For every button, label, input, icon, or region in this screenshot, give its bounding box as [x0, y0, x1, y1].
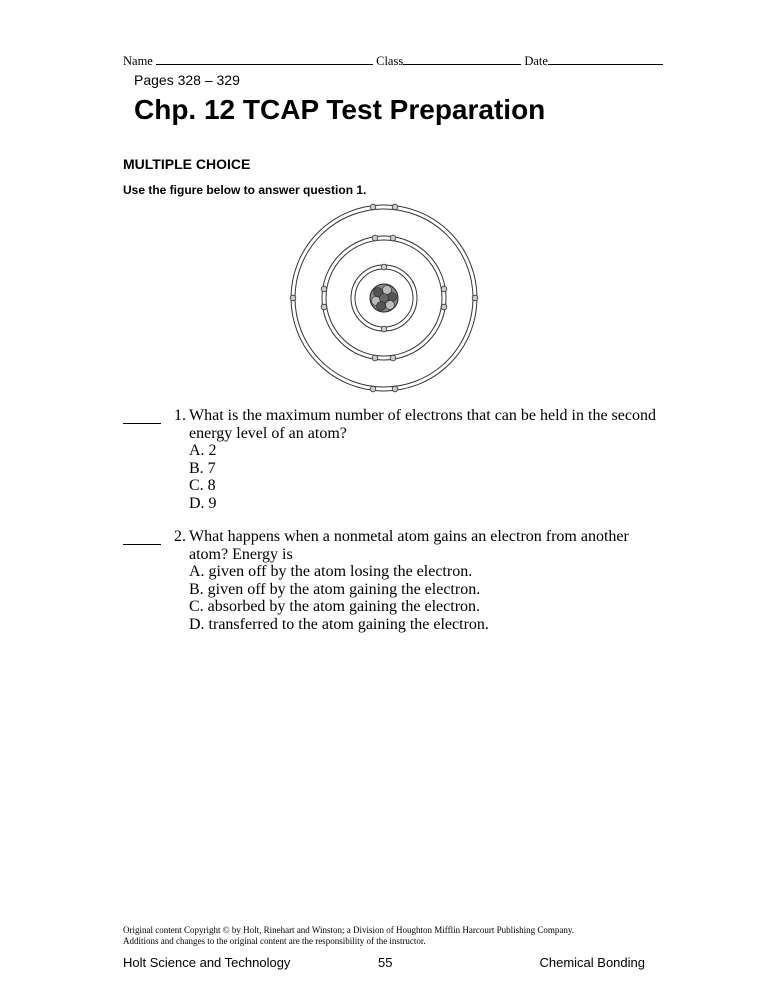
- question-number: 2.: [174, 528, 186, 545]
- electron: [381, 326, 387, 332]
- date-field[interactable]: [548, 52, 663, 65]
- electron: [321, 286, 327, 292]
- choice-a: A. given off by the atom losing the electron.: [189, 563, 473, 580]
- choice-d: D. transferred to the atom gaining the electron.: [189, 615, 489, 633]
- copyright-notice: [123, 925, 683, 947]
- question-number: 1.: [174, 407, 186, 424]
- electron: [441, 304, 447, 310]
- nucleus: [370, 284, 398, 312]
- page-title: Chp. 12 TCAP Test Preparation: [134, 94, 546, 125]
- choice-a: A. 2: [189, 442, 217, 459]
- class-field[interactable]: [403, 52, 521, 65]
- class-label: Class: [376, 54, 404, 68]
- section-heading: MULTIPLE CHOICE: [123, 156, 251, 172]
- choice-c: C. absorbed by the atom gaining the electron.: [189, 598, 481, 615]
- choice-b: B. 7: [189, 459, 216, 477]
- electron: [390, 235, 396, 241]
- footer-chapter-title: Chemical Bonding: [539, 955, 645, 970]
- question-2: [123, 528, 683, 638]
- question-body: [189, 407, 659, 512]
- date-label: Date: [524, 54, 548, 68]
- choice-b: B. given off by the atom gaining the electron.: [189, 580, 481, 598]
- answer-blank-2[interactable]: [123, 528, 161, 545]
- electron: [390, 355, 396, 361]
- choice-d: D. 9: [189, 494, 217, 512]
- atom-diagram: [284, 200, 484, 396]
- question-1: [123, 407, 683, 517]
- answer-blank-1[interactable]: [123, 407, 161, 424]
- name-field[interactable]: [156, 52, 373, 65]
- electron: [372, 235, 378, 241]
- footer-page-number: 55: [378, 955, 393, 970]
- footer-book-title: Holt Science and Technology: [123, 955, 291, 970]
- page-range: Pages 328 – 329: [134, 72, 240, 88]
- electron: [370, 204, 376, 210]
- name-label: Name: [123, 54, 153, 68]
- electron: [290, 295, 296, 301]
- electron: [372, 355, 378, 361]
- question-text: What happens when a nonmetal atom gains an electron from another atom? Energy is: [189, 528, 629, 563]
- electron: [321, 304, 327, 310]
- copyright-line-2: Additions and changes to the original content are the responsibility of the instructor.: [123, 936, 426, 946]
- question-body: [189, 528, 659, 633]
- electron: [472, 295, 478, 301]
- electron: [392, 386, 398, 392]
- header-fields: [123, 52, 643, 69]
- electron: [381, 264, 387, 270]
- copyright-line-1: Original content Copyright © by Holt, Rinehart and Winston; a Division of Houghton Mifflin Harcourt Publishing Company.: [123, 925, 575, 935]
- electron: [441, 286, 447, 292]
- question-text: What is the maximum number of electrons that can be held in the second energy level of an atom?: [189, 407, 656, 442]
- instruction-text: Use the figure below to answer question 1.: [123, 183, 367, 197]
- electron: [392, 204, 398, 210]
- electron: [370, 386, 376, 392]
- choice-c: C. 8: [189, 477, 216, 494]
